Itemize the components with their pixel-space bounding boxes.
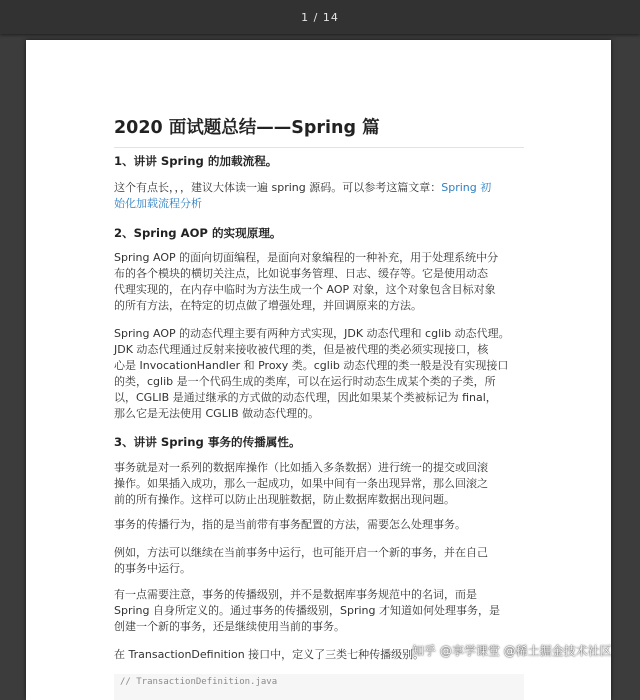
spring-init-link-cont[interactable]: 始化加载流程分析	[114, 197, 202, 210]
section-3-paragraph-1	[114, 460, 524, 508]
section-3-heading: 3、讲讲 Spring 事务的传播属性。	[114, 435, 301, 449]
text-line: 心是 InvocationHandler 和 Proxy 类。cglib 动态代理的类一般是没有实现接口	[114, 359, 509, 372]
text-line: 操作。如果插入成功，那么一起成功，如果中间有一条出现异常，那么回滚之	[114, 477, 488, 490]
watermark	[412, 642, 612, 659]
viewer-toolbar	[0, 0, 640, 34]
code-block: // TransactionDefinition.java	[114, 674, 524, 700]
section-3-paragraph-3	[114, 545, 524, 577]
text-line: 以，CGLIB 是通过继承的方式做的动态代理，因此如果某个类被标记为 final，	[114, 391, 497, 404]
text-line: 前的所有操作。这样可以防止出现脏数据，防止数据库数据出现问题。	[114, 493, 455, 506]
text-line: Spring 自身所定义的。通过事务的传播级别，Spring 才知道如何处理事务，是	[114, 604, 500, 617]
spring-init-link[interactable]: Spring 初	[441, 181, 492, 194]
document-page	[26, 40, 611, 700]
text-line: 事务就是对一系列的数据库操作（比如插入多条数据）进行统一的提交或回滚	[114, 461, 488, 474]
section-3-paragraph-5: 在 TransactionDefinition 接口中，定义了三类七种传播级别。	[114, 648, 425, 661]
document-title: 2020 面试题总结——Spring 篇	[114, 114, 524, 148]
section-3-paragraph-4	[114, 587, 524, 635]
page-indicator: 1 / 14	[301, 10, 339, 24]
text-line: 那么它是无法使用 CGLIB 做动态代理的。	[114, 407, 320, 420]
text-line: Spring AOP 的动态代理主要有两种方式实现，JDK 动态代理和 cglib 动态代理。	[114, 327, 510, 340]
text-line: 的类，cglib 是一个代码生成的类库，可以在运行时动态生成某个类的子类，所	[114, 375, 496, 388]
section-3-paragraph-2: 事务的传播行为，指的是当前带有事务配置的方法，需要怎么处理事务。	[114, 518, 466, 531]
text-line: Spring AOP 的面向切面编程，是面向对象编程的一种补充，用于处理系统中分	[114, 251, 499, 264]
text-line: 的所有方法，在特定的切点做了增强处理，并回调原来的方法。	[114, 299, 422, 312]
text-line: 创建一个新的事务，还是继续使用当前的事务。	[114, 620, 345, 633]
watermark-text: 知乎 @享学课堂 @稀土掘金技术社区	[412, 644, 612, 658]
section-1-paragraph	[114, 180, 524, 212]
section-1-heading: 1、讲讲 Spring 的加载流程。	[114, 154, 278, 168]
text-line: JDK 动态代理通过反射来接收被代理的类，但是被代理的类必须实现接口，核	[114, 343, 489, 356]
text-line: 代理实现的，在内存中临时为方法生成一个 AOP 对象，这个对象包含目标对象	[114, 283, 496, 296]
section-2-paragraph-1	[114, 250, 524, 314]
text-line: 有一点需要注意，事务的传播级别，并不是数据库事务规范中的名词，而是	[114, 588, 477, 601]
text-line: 布的各个模块的横切关注点，比如说事务管理、日志、缓存等。它是使用动态	[114, 267, 488, 280]
text-line: 例如，方法可以继续在当前事务中运行，也可能开启一个新的事务，并在自己	[114, 546, 488, 559]
section-2-paragraph-2	[114, 326, 524, 422]
section-2-heading: 2、Spring AOP 的实现原理。	[114, 226, 282, 240]
text-line: 的事务中运行。	[114, 562, 191, 575]
section-1-text: 这个有点长，，，建议大体读一遍 spring 源码。可以参考这篇文章：	[114, 181, 442, 194]
